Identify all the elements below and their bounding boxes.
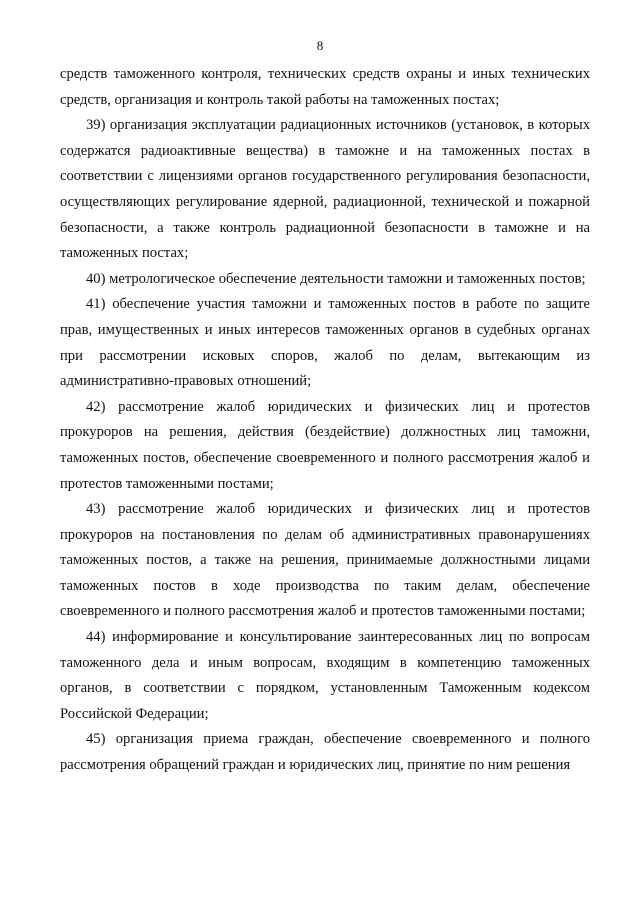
paragraph-item-44: 44) информирование и консультирование заинтересованных лиц по вопросам таможенного дела и иным вопросам, входящим в компетенцию таможенных органов, в соответствии с порядком, установленным Таможенным кодексом Российской Федерации; <box>60 629 590 722</box>
page-number: 8 <box>316 38 324 53</box>
paragraph-item-41: 41) обеспечение участия таможни и таможенных постов в работе по защите прав, имущественных и иных интересов таможенных органов в судебных органах при рассмотрении исковых споров, жалоб по делам, вытекающим из административно-правовых отношений; <box>60 296 590 390</box>
paragraph-item-39: 39) организация эксплуатации радиационных источников (установок, в которых содержатся радиоактивные вещества) в таможне и на таможенных постах в соответствии с лицензиями органов государственного регулирования безопасности, осуществляющих регулирование ядерной, радиационной, технической и пожарной безопасности, а также контроль радиационной безопасности в таможне и на таможенных постах; <box>60 117 590 262</box>
paragraph-item-43: 43) рассмотрение жалоб юридических и физических лиц и протестов прокуроров на постановления по делам об административных правонарушениях таможенных постов, а также на решения, принимаемые должностными лицами таможенных постов в ходе производства по таким делам, обеспечение своевременного и полного рассмотрения жалоб и протестов таможенными постами; <box>60 501 590 620</box>
document-body <box>60 62 590 779</box>
paragraph-item-40: 40) метрологическое обеспечение деятельности таможни и таможенных постов; <box>86 270 586 287</box>
paragraph-continuation: средств таможенного контроля, технических средств охраны и иных технических средств, организация и контроль такой работы на таможенных постах; <box>60 66 590 108</box>
paragraph-item-45: 45) организация приема граждан, обеспечение своевременного и полного рассмотрения обращений граждан и юридических лиц, принятие по ним решения <box>60 731 590 774</box>
paragraph-item-42: 42) рассмотрение жалоб юридических и физических лиц и протестов прокуроров на решения, действия (бездействие) должностных лиц таможни, таможенных постов, обеспечение своевременного и полного рассмотрения жалоб и протестов таможенными постами; <box>60 398 590 492</box>
